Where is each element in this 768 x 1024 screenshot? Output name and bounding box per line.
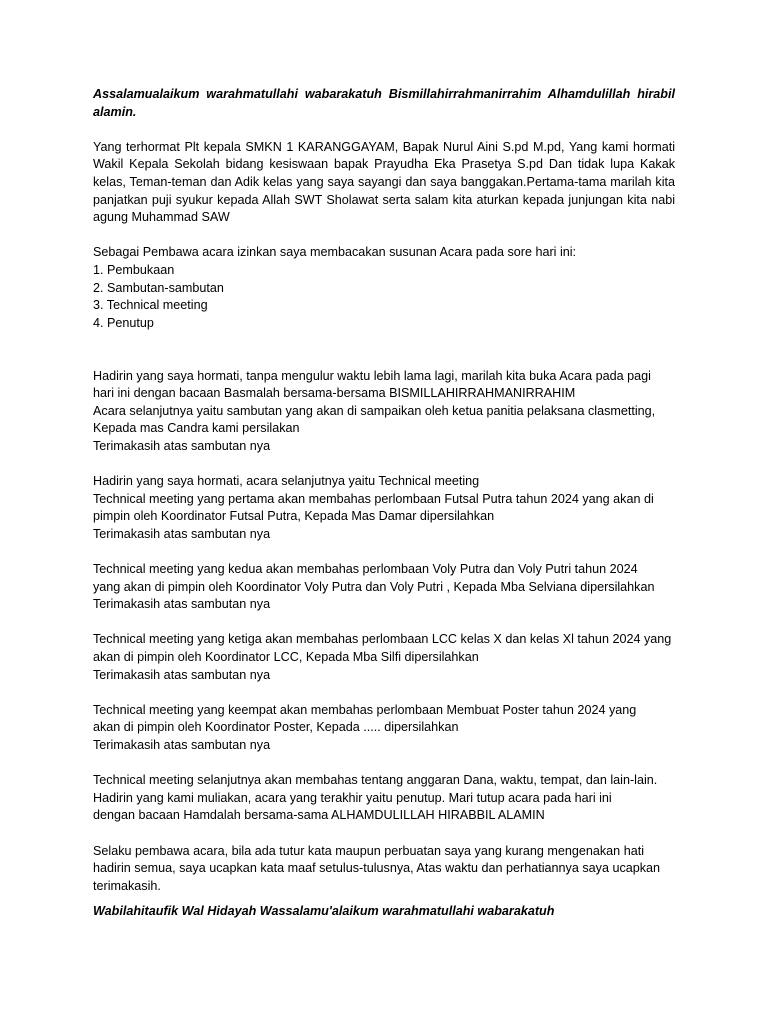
closing-section <box>93 772 675 825</box>
text-line: Terimakasih atas sambutan nya <box>93 438 271 453</box>
text-line: Hadirin yang saya hormati, tanpa mengulur waktu lebih lama lagi, marilah kita buka Acara pada pagi <box>93 368 651 383</box>
text-line: hari ini dengan bacaan Basmalah bersama-bersama BISMILLAHIRRAHMANIRRAHIM <box>93 386 576 401</box>
agenda-list <box>93 262 675 332</box>
text-line: Technical meeting yang ketiga akan membahas perlombaan LCC kelas X dan kelas Xl tahun 2024 yang <box>93 632 672 647</box>
closing-greeting: Wabilahitaufik Wal Hidayah Wassalamu'alaikum warahmatullahi wabarakatuh <box>93 904 555 919</box>
text-line: Hadirin yang kami muliakan, acara yang terakhir yaitu penutup. Mari tutup acara pada hari ini <box>93 790 612 805</box>
text-line: hadirin semua, saya ucapkan kata maaf setulus-tulusnya, Atas waktu dan perhatiannya saya ucapkan <box>93 861 661 876</box>
agenda-item: 3. Technical meeting <box>93 298 208 313</box>
text-line: Terimakasih atas sambutan nya <box>93 526 271 541</box>
text-line: Terimakasih atas sambutan nya <box>93 737 271 752</box>
text-line: terimakasih. <box>93 878 161 893</box>
opening-greeting: Assalamualaikum warahmatullahi wabarakatuh Bismillahirrahmanirrahim Alhamdulillah hirabil alamin. <box>93 87 675 119</box>
text-line: pimpin oleh Koordinator Futsal Putra, Kepada Mas Damar dipersilahkan <box>93 509 495 524</box>
technical-meeting-second <box>93 561 675 614</box>
text-line: Technical meeting yang pertama akan membahas perlombaan Futsal Putra tahun 2024 yang akan di <box>93 491 654 506</box>
spacer <box>93 350 675 368</box>
text-line: Terimakasih atas sambutan nya <box>93 667 271 682</box>
text-line: yang akan di pimpin oleh Koordinator Voly Putra dan Voly Putri , Kepada Mba Selviana dipersilahkan <box>93 579 655 594</box>
opening-section <box>93 368 675 456</box>
text-line: Technical meeting yang kedua akan membahas perlombaan Voly Putra dan Voly Putri tahun 2024 <box>93 562 638 577</box>
text-line: Kepada mas Candra kami persilakan <box>93 421 300 436</box>
text-line: Terimakasih atas sambutan nya <box>93 597 271 612</box>
text-line: Acara selanjutnya yaitu sambutan yang akan di sampaikan oleh ketua panitia pelaksana clasmetting, <box>93 403 656 418</box>
agenda-item: 2. Sambutan-sambutan <box>93 280 224 295</box>
technical-meeting-first <box>93 473 675 543</box>
text-line: Technical meeting selanjutnya akan membahas tentang anggaran Dana, waktu, tempat, dan lain-lain. <box>93 773 658 788</box>
technical-meeting-third <box>93 631 675 684</box>
agenda-intro: Sebagai Pembawa acara izinkan saya membacakan susunan Acara pada sore hari ini: <box>93 245 577 260</box>
text-line: akan di pimpin oleh Koordinator Poster, Kepada ..... dipersilahkan <box>93 720 459 735</box>
technical-meeting-fourth <box>93 702 675 755</box>
apology-section <box>93 843 675 896</box>
text-line: akan di pimpin oleh Koordinator LCC, Kepada Mba Silfi dipersilahkan <box>93 650 479 664</box>
agenda-section <box>93 244 675 332</box>
text-line: Selaku pembawa acara, bila ada tutur kata maupun perbuatan saya yang kurang mengenakan hati <box>93 843 644 858</box>
salutation-paragraph: Yang terhormat Plt kepala SMKN 1 KARANGGAYAM, Bapak Nurul Aini S.pd M.pd, Yang kami hormati Wakil Kepala Sekolah bidang kesiswaan bapak Prayudha Eka Prasetya S.pd Dan tidak lupa Kakak kelas, Teman-teman dan Adik kelas yang saya sayangi dan saya banggakan.Pertama-tama marilah kita panjatkan puji syukur kepada Allah SWT Sholawat serta salam kita aturkan kepada junjungan kita nabi agung Muhammad SAW <box>93 139 675 225</box>
text-line: Hadirin yang saya hormati, acara selanjutnya yaitu Technical meeting <box>93 474 480 489</box>
agenda-item: 1. Pembukaan <box>93 262 175 277</box>
document-page <box>93 86 675 939</box>
text-line: Technical meeting yang keempat akan membahas perlombaan Membuat Poster tahun 2024 yang <box>93 702 637 717</box>
agenda-item: 4. Penutup <box>93 315 154 330</box>
text-line: dengan bacaan Hamdalah bersama-sama ALHAMDULILLAH HIRABBIL ALAMIN <box>93 808 545 823</box>
